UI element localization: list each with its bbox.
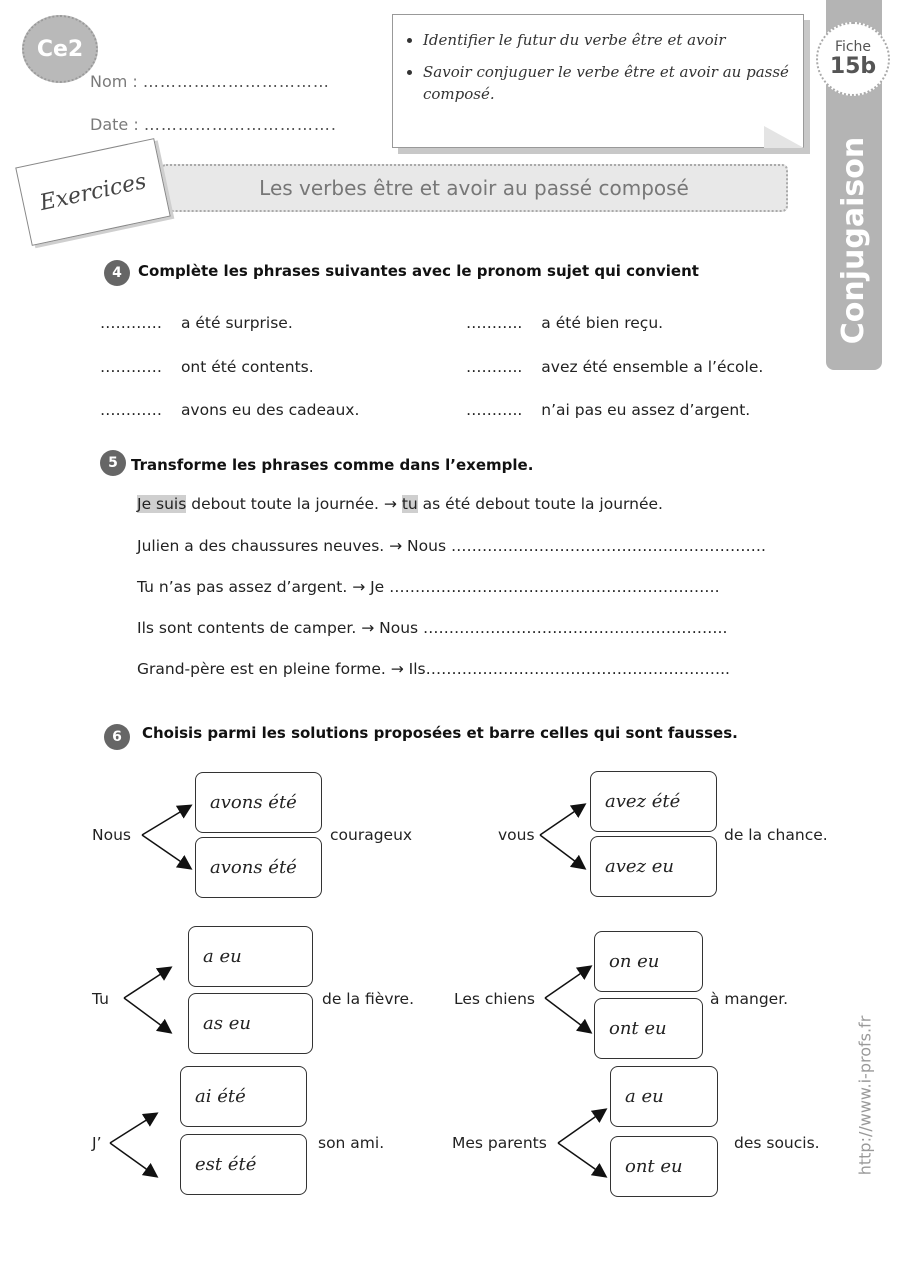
subject-label: Conjugaison — [836, 136, 872, 344]
choice-option[interactable]: as eu — [188, 993, 313, 1054]
choice-option[interactable]: est été — [180, 1134, 307, 1195]
level-badge: Ce2 — [22, 15, 98, 83]
choice-subject: Tu — [92, 990, 109, 1008]
choice-subject: J’ — [92, 1134, 102, 1152]
choice-ending: à manger. — [710, 990, 789, 1008]
example-text: debout toute la journée. → — [186, 495, 402, 513]
choice-ending: de la fièvre. — [322, 990, 415, 1008]
arrow-icon — [124, 968, 170, 998]
choice-subject: Mes parents — [452, 1134, 547, 1152]
arrow-icon — [124, 998, 170, 1032]
name-label: Nom : — [90, 72, 138, 91]
transform-line[interactable]: Ils sont contents de camper. → Nous ………………………………………………….. — [137, 619, 728, 637]
arrow-icon — [540, 805, 584, 835]
choice-option[interactable]: on eu — [594, 931, 703, 992]
choice-option[interactable]: ai été — [180, 1066, 307, 1127]
choice-option[interactable]: avons été — [195, 772, 322, 833]
sentence-text: ont été contents. — [180, 358, 314, 376]
choice-ending: de la chance. — [724, 826, 828, 844]
choice-ending: des soucis. — [734, 1134, 820, 1152]
page-title: Les verbes être et avoir au passé composé — [160, 164, 788, 212]
exercise-instruction: Choisis parmi les solutions proposées et barre celles qui sont fausses. — [142, 724, 738, 742]
exercise-number: 5 — [100, 450, 126, 476]
objective-item: • Savoir conjuguer le verbe être et avoir au passé composé. — [423, 61, 803, 105]
arrow-icon — [110, 1143, 156, 1176]
date-dots: ……………………………. — [143, 115, 337, 134]
choice-option[interactable]: ont eu — [610, 1136, 718, 1197]
arrow-icon — [142, 835, 190, 868]
choice-ending: courageux — [330, 826, 413, 844]
name-dots: …………………………… — [142, 72, 330, 91]
transform-line[interactable]: Julien a des chaussures neuves. → Nous ……………………………………………………. — [137, 537, 766, 555]
sentence-text: avons eu des cadeaux. — [180, 401, 360, 419]
arrow-icon — [540, 835, 584, 868]
choice-option[interactable]: avez été — [590, 771, 717, 832]
sentence-text: n’ai pas eu assez d’argent. — [541, 401, 751, 419]
arrow-icon — [110, 1114, 156, 1143]
blank[interactable]: ………… — [100, 314, 162, 332]
exercise-number: 6 — [104, 724, 130, 750]
date-label: Date : — [90, 115, 139, 134]
transform-line[interactable]: Grand-père est en pleine forme. → Ils………………………………………………….. — [137, 660, 730, 678]
choice-option[interactable]: ont eu — [594, 998, 703, 1059]
exercise-instruction: Transforme les phrases comme dans l’exemple. — [131, 456, 534, 474]
choice-option[interactable]: avons été — [195, 837, 322, 898]
choice-option[interactable]: a eu — [188, 926, 313, 987]
choice-subject: Nous — [92, 826, 131, 844]
blank[interactable]: ………… — [100, 401, 162, 419]
site-url-wrap — [850, 1000, 880, 1190]
example-text: as été debout toute la journée. — [417, 495, 663, 513]
choice-subject: vous — [498, 826, 535, 844]
choice-option[interactable]: a eu — [610, 1066, 718, 1127]
arrow-icon — [558, 1110, 605, 1143]
choice-ending: son ami. — [318, 1134, 385, 1152]
blank[interactable]: ……….. — [466, 358, 523, 376]
highlight: Je suis — [137, 495, 187, 513]
objective-item: • Identifier le futur du verbe être et avoir — [423, 29, 803, 51]
exercise-number: 4 — [104, 260, 130, 286]
exercise-card: Exercices — [15, 138, 171, 246]
site-url[interactable]: http://www.i-profs.fr — [855, 1015, 875, 1175]
highlight: tu — [401, 495, 418, 513]
blank[interactable]: ………… — [100, 358, 162, 376]
sentence-text: a été surprise. — [180, 314, 293, 332]
arrow-icon — [142, 806, 190, 835]
arrow-icon — [545, 967, 590, 998]
fiche-number: 15b — [829, 54, 877, 79]
sentence-text: a été bien reçu. — [541, 314, 664, 332]
fiche-label: Fiche — [834, 39, 872, 55]
arrow-icon — [545, 998, 590, 1032]
blank[interactable]: ……….. — [466, 401, 523, 419]
exercise-instruction: Complète les phrases suivantes avec le pronom sujet qui convient — [138, 262, 699, 280]
choice-subject: Les chiens — [454, 990, 535, 1008]
arrow-icon — [558, 1143, 605, 1176]
sentence-text: avez été ensemble a l’école. — [541, 358, 764, 376]
blank[interactable]: ……….. — [466, 314, 523, 332]
choice-option[interactable]: avez eu — [590, 836, 717, 897]
transform-line[interactable]: Tu n’as pas assez d’argent. → Je ………………………………………………………. — [137, 578, 720, 596]
